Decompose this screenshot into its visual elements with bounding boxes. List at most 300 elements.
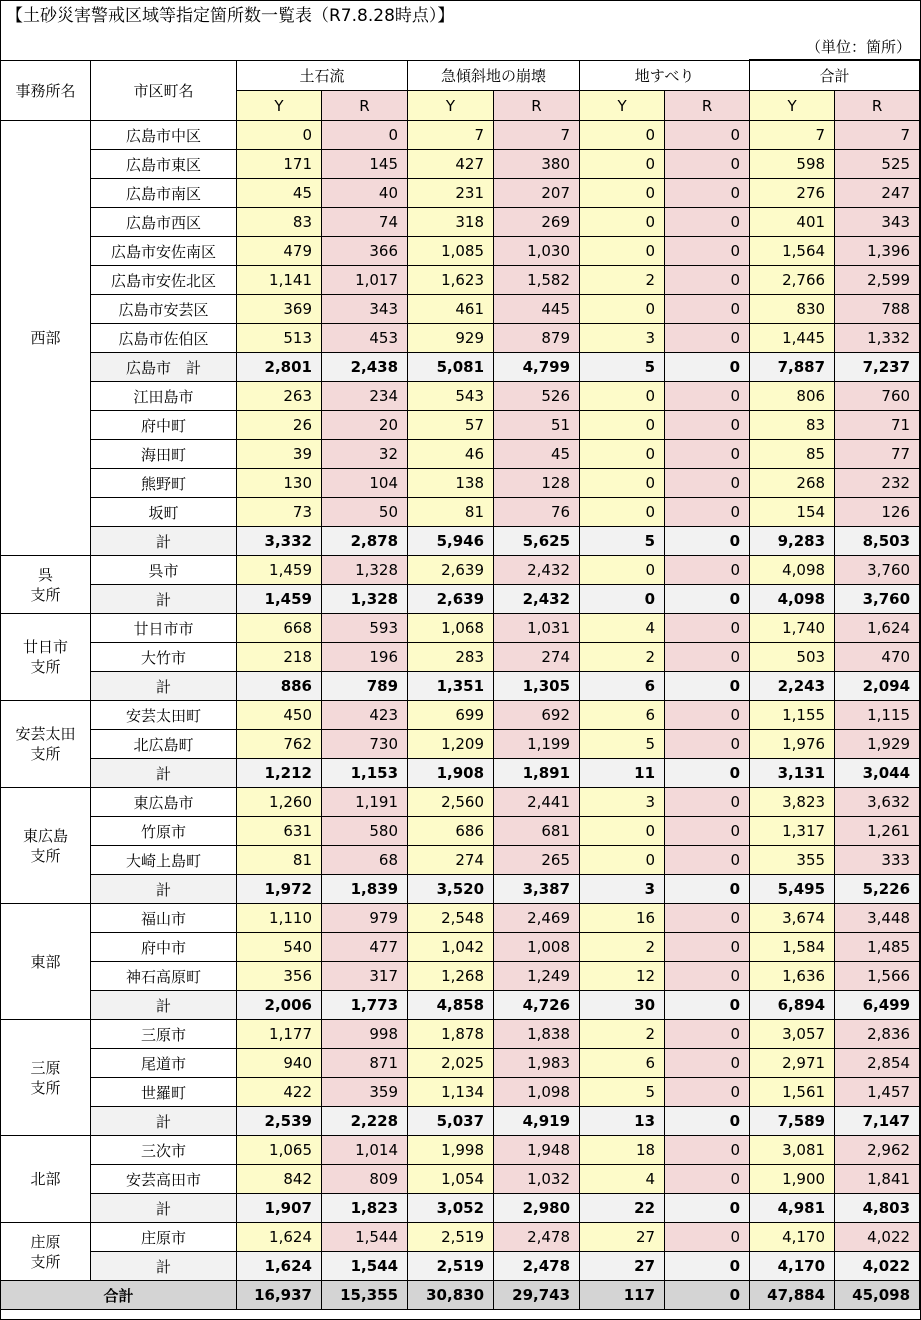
value-cell: 789 xyxy=(322,672,408,701)
municipality-name: 広島市中区 xyxy=(91,121,237,150)
value-cell: 1,153 xyxy=(322,759,408,788)
municipality-name: 安芸高田市 xyxy=(91,1165,237,1194)
value-cell: 0 xyxy=(665,440,750,469)
subtotal-row xyxy=(1,672,920,701)
value-cell: 2,478 xyxy=(494,1223,580,1252)
value-cell: 0 xyxy=(665,585,750,614)
value-cell: 1,891 xyxy=(494,759,580,788)
value-cell: 0 xyxy=(665,266,750,295)
value-cell: 3,674 xyxy=(750,904,835,933)
value-cell: 1,017 xyxy=(322,266,408,295)
value-cell: 1,212 xyxy=(237,759,322,788)
grand-total-value: 29,743 xyxy=(494,1281,580,1310)
value-cell: 0 xyxy=(665,991,750,1020)
office-name: 廿日市 支所 xyxy=(1,614,91,701)
value-cell: 1,636 xyxy=(750,962,835,991)
value-cell: 0 xyxy=(665,701,750,730)
value-cell: 4,022 xyxy=(835,1223,920,1252)
value-cell: 0 xyxy=(580,498,665,527)
value-cell: 2,519 xyxy=(408,1252,494,1281)
value-cell: 0 xyxy=(580,556,665,585)
value-cell: 401 xyxy=(750,208,835,237)
value-cell: 0 xyxy=(580,295,665,324)
value-cell: 1,948 xyxy=(494,1136,580,1165)
value-cell: 2,639 xyxy=(408,585,494,614)
table-row xyxy=(1,208,920,237)
value-cell: 1,030 xyxy=(494,237,580,266)
value-cell: 4,022 xyxy=(835,1252,920,1281)
subtotal-row xyxy=(1,759,920,788)
value-cell: 0 xyxy=(580,150,665,179)
table-row xyxy=(1,266,920,295)
value-cell: 13 xyxy=(580,1107,665,1136)
value-cell: 0 xyxy=(580,846,665,875)
value-cell: 77 xyxy=(835,440,920,469)
value-cell: 929 xyxy=(408,324,494,353)
table-row xyxy=(1,788,920,817)
value-cell: 4,803 xyxy=(835,1194,920,1223)
value-cell: 2,519 xyxy=(408,1223,494,1252)
value-cell: 20 xyxy=(322,411,408,440)
value-cell: 0 xyxy=(580,440,665,469)
value-cell: 1,031 xyxy=(494,614,580,643)
grand-total-value: 16,937 xyxy=(237,1281,322,1310)
office-name: 安芸太田 支所 xyxy=(1,701,91,788)
value-cell: 1,623 xyxy=(408,266,494,295)
value-cell: 7,237 xyxy=(835,353,920,382)
header-office: 事務所名 xyxy=(1,60,91,121)
value-cell: 423 xyxy=(322,701,408,730)
value-cell: 1,459 xyxy=(237,556,322,585)
value-cell: 3,131 xyxy=(750,759,835,788)
value-cell: 81 xyxy=(408,498,494,527)
value-cell: 1,332 xyxy=(835,324,920,353)
value-cell: 3 xyxy=(580,324,665,353)
value-cell: 580 xyxy=(322,817,408,846)
value-cell: 366 xyxy=(322,237,408,266)
subtotal-label: 計 xyxy=(91,1252,237,1281)
value-cell: 1,155 xyxy=(750,701,835,730)
value-cell: 9,283 xyxy=(750,527,835,556)
value-cell: 2,878 xyxy=(322,527,408,556)
value-cell: 5,625 xyxy=(494,527,580,556)
subtotal-row xyxy=(1,1194,920,1223)
value-cell: 5 xyxy=(580,353,665,382)
value-cell: 806 xyxy=(750,382,835,411)
municipality-name: 世羅町 xyxy=(91,1078,237,1107)
value-cell: 1,908 xyxy=(408,759,494,788)
value-cell: 263 xyxy=(237,382,322,411)
value-cell: 4,098 xyxy=(750,585,835,614)
subtotal-row xyxy=(1,585,920,614)
office-name: 東広島 支所 xyxy=(1,788,91,904)
header-y: Y xyxy=(237,91,322,121)
value-cell: 0 xyxy=(580,411,665,440)
value-cell: 4,170 xyxy=(750,1223,835,1252)
value-cell: 0 xyxy=(665,208,750,237)
value-cell: 76 xyxy=(494,498,580,527)
value-cell: 5 xyxy=(580,527,665,556)
value-cell: 0 xyxy=(665,846,750,875)
value-cell: 3,520 xyxy=(408,875,494,904)
value-cell: 1,823 xyxy=(322,1194,408,1223)
municipality-name: 坂町 xyxy=(91,498,237,527)
grand-total-value: 0 xyxy=(665,1281,750,1310)
table-row xyxy=(1,643,920,672)
value-cell: 333 xyxy=(835,846,920,875)
value-cell: 0 xyxy=(665,324,750,353)
value-cell: 1,907 xyxy=(237,1194,322,1223)
table-row xyxy=(1,904,920,933)
value-cell: 2 xyxy=(580,266,665,295)
value-cell: 0 xyxy=(665,904,750,933)
value-cell: 0 xyxy=(665,556,750,585)
value-cell: 730 xyxy=(322,730,408,759)
value-cell: 6,894 xyxy=(750,991,835,1020)
value-cell: 1,485 xyxy=(835,933,920,962)
value-cell: 0 xyxy=(580,585,665,614)
value-cell: 57 xyxy=(408,411,494,440)
header-r: R xyxy=(494,91,580,121)
value-cell: 1,317 xyxy=(750,817,835,846)
municipality-name: 三次市 xyxy=(91,1136,237,1165)
value-cell: 3,760 xyxy=(835,556,920,585)
value-cell: 1,839 xyxy=(322,875,408,904)
header-y: Y xyxy=(750,91,835,121)
subtotal-row xyxy=(1,527,920,556)
table-row xyxy=(1,324,920,353)
value-cell: 3,052 xyxy=(408,1194,494,1223)
value-cell: 1,014 xyxy=(322,1136,408,1165)
grand-total-value: 45,098 xyxy=(835,1281,920,1310)
office-name: 北部 xyxy=(1,1136,91,1223)
value-cell: 2,639 xyxy=(408,556,494,585)
value-cell: 7 xyxy=(494,121,580,150)
office-name: 庄原 支所 xyxy=(1,1223,91,1281)
value-cell: 879 xyxy=(494,324,580,353)
value-cell: 479 xyxy=(237,237,322,266)
header-y: Y xyxy=(408,91,494,121)
value-cell: 218 xyxy=(237,643,322,672)
municipality-name: 広島市安佐南区 xyxy=(91,237,237,266)
grand-total-value: 117 xyxy=(580,1281,665,1310)
value-cell: 2,228 xyxy=(322,1107,408,1136)
municipality-name: 大崎上島町 xyxy=(91,846,237,875)
value-cell: 0 xyxy=(665,962,750,991)
municipality-name: 北広島町 xyxy=(91,730,237,759)
value-cell: 1,008 xyxy=(494,933,580,962)
value-cell: 2,980 xyxy=(494,1194,580,1223)
value-cell: 268 xyxy=(750,469,835,498)
value-cell: 50 xyxy=(322,498,408,527)
value-cell: 598 xyxy=(750,150,835,179)
value-cell: 1,566 xyxy=(835,962,920,991)
value-cell: 0 xyxy=(665,179,750,208)
grand-total-value: 47,884 xyxy=(750,1281,835,1310)
municipality-name: 庄原市 xyxy=(91,1223,237,1252)
value-cell: 83 xyxy=(750,411,835,440)
value-cell: 1,459 xyxy=(237,585,322,614)
value-cell: 788 xyxy=(835,295,920,324)
office-name: 西部 xyxy=(1,121,91,556)
header-landslide: 地すべり xyxy=(580,60,750,91)
value-cell: 71 xyxy=(835,411,920,440)
value-cell: 276 xyxy=(750,179,835,208)
municipality-name: 広島市安芸区 xyxy=(91,295,237,324)
value-cell: 513 xyxy=(237,324,322,353)
value-cell: 842 xyxy=(237,1165,322,1194)
table-row xyxy=(1,498,920,527)
header-y: Y xyxy=(580,91,665,121)
value-cell: 5,946 xyxy=(408,527,494,556)
value-cell: 477 xyxy=(322,933,408,962)
value-cell: 762 xyxy=(237,730,322,759)
value-cell: 2,441 xyxy=(494,788,580,817)
value-cell: 7 xyxy=(750,121,835,150)
value-cell: 1,972 xyxy=(237,875,322,904)
value-cell: 0 xyxy=(665,237,750,266)
value-cell: 32 xyxy=(322,440,408,469)
value-cell: 1,042 xyxy=(408,933,494,962)
value-cell: 0 xyxy=(665,1165,750,1194)
value-cell: 46 xyxy=(408,440,494,469)
value-cell: 45 xyxy=(494,440,580,469)
municipality-name: 広島市西区 xyxy=(91,208,237,237)
table-row xyxy=(1,817,920,846)
value-cell: 0 xyxy=(665,730,750,759)
header-r: R xyxy=(665,91,750,121)
table-row xyxy=(1,469,920,498)
value-cell: 207 xyxy=(494,179,580,208)
unit-note: （単位：箇所） xyxy=(805,38,911,56)
value-cell: 7,887 xyxy=(750,353,835,382)
value-cell: 2,971 xyxy=(750,1049,835,1078)
value-cell: 0 xyxy=(665,817,750,846)
value-cell: 1,561 xyxy=(750,1078,835,1107)
page-title: 【土砂災害警戒区域等指定箇所数一覧表（R7.8.28時点）】 xyxy=(6,6,455,26)
value-cell: 526 xyxy=(494,382,580,411)
office-name: 呉 支所 xyxy=(1,556,91,614)
value-cell: 0 xyxy=(322,121,408,150)
value-cell: 380 xyxy=(494,150,580,179)
value-cell: 0 xyxy=(665,759,750,788)
value-cell: 6 xyxy=(580,701,665,730)
value-cell: 7 xyxy=(408,121,494,150)
value-cell: 247 xyxy=(835,179,920,208)
value-cell: 5 xyxy=(580,1078,665,1107)
value-cell: 2 xyxy=(580,933,665,962)
value-cell: 30 xyxy=(580,991,665,1020)
table-row xyxy=(1,150,920,179)
value-cell: 4,098 xyxy=(750,556,835,585)
value-cell: 130 xyxy=(237,469,322,498)
value-cell: 3,081 xyxy=(750,1136,835,1165)
table-body xyxy=(1,121,920,1310)
value-cell: 525 xyxy=(835,150,920,179)
value-cell: 0 xyxy=(580,817,665,846)
value-cell: 4 xyxy=(580,614,665,643)
municipality-name: 廿日市市 xyxy=(91,614,237,643)
subtotal-label: 広島市 計 xyxy=(91,353,237,382)
value-cell: 1,199 xyxy=(494,730,580,759)
value-cell: 1,351 xyxy=(408,672,494,701)
office-name: 東部 xyxy=(1,904,91,1020)
municipality-name: 広島市南区 xyxy=(91,179,237,208)
value-cell: 5 xyxy=(580,730,665,759)
value-cell: 2,836 xyxy=(835,1020,920,1049)
value-cell: 1,624 xyxy=(237,1223,322,1252)
value-cell: 1,032 xyxy=(494,1165,580,1194)
value-cell: 6,499 xyxy=(835,991,920,1020)
value-cell: 8,503 xyxy=(835,527,920,556)
value-cell: 453 xyxy=(322,324,408,353)
value-cell: 0 xyxy=(580,208,665,237)
value-cell: 355 xyxy=(750,846,835,875)
value-cell: 2,599 xyxy=(835,266,920,295)
header-r: R xyxy=(322,91,408,121)
value-cell: 681 xyxy=(494,817,580,846)
value-cell: 51 xyxy=(494,411,580,440)
table-row xyxy=(1,411,920,440)
office-name: 三原 支所 xyxy=(1,1020,91,1136)
value-cell: 12 xyxy=(580,962,665,991)
value-cell: 3,823 xyxy=(750,788,835,817)
value-cell: 26 xyxy=(237,411,322,440)
value-cell: 1,054 xyxy=(408,1165,494,1194)
value-cell: 1,564 xyxy=(750,237,835,266)
table-row xyxy=(1,730,920,759)
value-cell: 0 xyxy=(665,1107,750,1136)
value-cell: 196 xyxy=(322,643,408,672)
value-cell: 809 xyxy=(322,1165,408,1194)
value-cell: 318 xyxy=(408,208,494,237)
value-cell: 593 xyxy=(322,614,408,643)
subtotal-row xyxy=(1,875,920,904)
municipality-name: 広島市安佐北区 xyxy=(91,266,237,295)
subtotal-row xyxy=(1,1252,920,1281)
value-cell: 0 xyxy=(665,614,750,643)
municipality-name: 東広島市 xyxy=(91,788,237,817)
value-cell: 231 xyxy=(408,179,494,208)
value-cell: 692 xyxy=(494,701,580,730)
value-cell: 4 xyxy=(580,1165,665,1194)
grand-total-value: 15,355 xyxy=(322,1281,408,1310)
value-cell: 4,858 xyxy=(408,991,494,1020)
municipality-name: 広島市東区 xyxy=(91,150,237,179)
value-cell: 760 xyxy=(835,382,920,411)
value-cell: 232 xyxy=(835,469,920,498)
value-cell: 0 xyxy=(665,121,750,150)
subtotal-label: 計 xyxy=(91,585,237,614)
subtotal-row xyxy=(1,991,920,1020)
value-cell: 1,838 xyxy=(494,1020,580,1049)
value-cell: 1,457 xyxy=(835,1078,920,1107)
municipality-name: 福山市 xyxy=(91,904,237,933)
table-row xyxy=(1,614,920,643)
value-cell: 1,998 xyxy=(408,1136,494,1165)
value-cell: 0 xyxy=(665,353,750,382)
value-cell: 6 xyxy=(580,672,665,701)
value-cell: 470 xyxy=(835,643,920,672)
municipality-name: 府中町 xyxy=(91,411,237,440)
municipality-name: 広島市佐伯区 xyxy=(91,324,237,353)
value-cell: 0 xyxy=(580,469,665,498)
value-cell: 0 xyxy=(665,527,750,556)
table-row xyxy=(1,1136,920,1165)
value-cell: 871 xyxy=(322,1049,408,1078)
value-cell: 998 xyxy=(322,1020,408,1049)
value-cell: 450 xyxy=(237,701,322,730)
value-cell: 1,305 xyxy=(494,672,580,701)
value-cell: 68 xyxy=(322,846,408,875)
value-cell: 265 xyxy=(494,846,580,875)
value-cell: 18 xyxy=(580,1136,665,1165)
value-cell: 274 xyxy=(494,643,580,672)
value-cell: 2,094 xyxy=(835,672,920,701)
value-cell: 0 xyxy=(665,1020,750,1049)
header-debris-flow: 土石流 xyxy=(237,60,408,91)
value-cell: 4,919 xyxy=(494,1107,580,1136)
value-cell: 1,065 xyxy=(237,1136,322,1165)
municipality-name: 府中市 xyxy=(91,933,237,962)
value-cell: 0 xyxy=(665,382,750,411)
value-cell: 4,981 xyxy=(750,1194,835,1223)
value-cell: 343 xyxy=(322,295,408,324)
subtotal-row xyxy=(1,353,920,382)
subtotal-label: 計 xyxy=(91,1107,237,1136)
value-cell: 886 xyxy=(237,672,322,701)
value-cell: 2,438 xyxy=(322,353,408,382)
value-cell: 1,328 xyxy=(322,585,408,614)
value-cell: 4,799 xyxy=(494,353,580,382)
value-cell: 1,900 xyxy=(750,1165,835,1194)
value-cell: 940 xyxy=(237,1049,322,1078)
value-cell: 686 xyxy=(408,817,494,846)
value-cell: 461 xyxy=(408,295,494,324)
value-cell: 2,560 xyxy=(408,788,494,817)
value-cell: 1,191 xyxy=(322,788,408,817)
value-cell: 1,983 xyxy=(494,1049,580,1078)
value-cell: 0 xyxy=(237,121,322,150)
value-cell: 5,226 xyxy=(835,875,920,904)
municipality-name: 尾道市 xyxy=(91,1049,237,1078)
table-row xyxy=(1,1020,920,1049)
value-cell: 1,841 xyxy=(835,1165,920,1194)
value-cell: 40 xyxy=(322,179,408,208)
value-cell: 138 xyxy=(408,469,494,498)
table-row xyxy=(1,237,920,266)
value-cell: 2 xyxy=(580,643,665,672)
value-cell: 2,548 xyxy=(408,904,494,933)
value-cell: 1,445 xyxy=(750,324,835,353)
value-cell: 39 xyxy=(237,440,322,469)
value-cell: 2,539 xyxy=(237,1107,322,1136)
value-cell: 7,147 xyxy=(835,1107,920,1136)
municipality-name: 海田町 xyxy=(91,440,237,469)
value-cell: 0 xyxy=(665,788,750,817)
value-cell: 126 xyxy=(835,498,920,527)
value-cell: 3,632 xyxy=(835,788,920,817)
value-cell: 0 xyxy=(665,498,750,527)
value-cell: 2,478 xyxy=(494,1252,580,1281)
subtotal-label: 計 xyxy=(91,672,237,701)
value-cell: 27 xyxy=(580,1252,665,1281)
value-cell: 631 xyxy=(237,817,322,846)
table-row xyxy=(1,933,920,962)
value-cell: 1,261 xyxy=(835,817,920,846)
value-cell: 1,209 xyxy=(408,730,494,759)
value-cell: 83 xyxy=(237,208,322,237)
